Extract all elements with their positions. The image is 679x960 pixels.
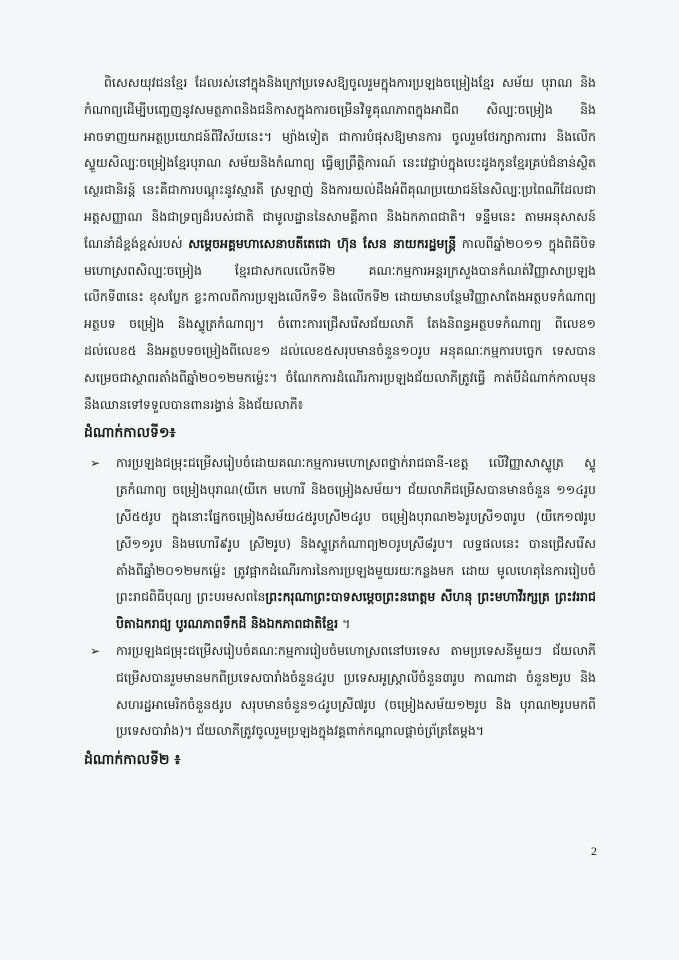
body-paragraph [84,70,596,418]
bullet-item [84,638,596,745]
bullet-text: ការប្រឡងជម្រុះជម្រើសរៀបចំគណៈកម្មការរៀបចំមហោស្រពនៅបរទេស តាមប្រទេសនីមួយៗ ជ័យលាភីជម្រើសបានរួមមានមកពីប្រទេសបារាំងចំនួន៤រូប ប្រទេសអូស្ត្រាលីចំនួន៣រូប កាណាដា ចំនួន២រូប និងសហរដ្ឋអាមេរិកចំនួន៥រូប សរុបមានចំនួន១៤រូបស្រី៧រូប (ចម្រៀងសម័យ១២រូប និង បុរាណ២រូបមកពីប្រទេសបារាំង)។ ជ័យលាភីត្រូវចូលរួមប្រឡងក្នុងវគ្គពាក់កណ្ដាលផ្ដាច់ព្រ័ត្រតែម្ដង។ [116,642,596,739]
emphasized-royal-title: ព្រះករុណាព្រះបាទសម្ដេចព្រះនរោត្តម សីហនុ ព្រះមហាវីរក្សត្រ ព្រះវររាជបិតាឯករាជ្យ បូរណភាពទឹកដី និងឯកភាពជាតិខ្មែរ [116,589,596,632]
bullet-text-end: ។ [338,616,351,632]
bullet-paragraph [116,450,596,638]
bullet-text: ការប្រឡងជម្រុះជម្រើសរៀបចំដោយគណៈកម្មការមហោស្រពថ្នាក់រាជធានី-ខេត្ត លើវិញ្ញាសាស្ទូត្រ ស្ទូត្រកំណាព្យ ចម្រៀងបុរាណ(យីកេ មហោរី និងចម្រៀងសម័យ។ ជ័យលាភីជម្រើសបានមានចំនួន ១១៤រូបស្រី៥៥រូប ក្នុងនោះផ្នែកចម្រៀងសម័យ៤៥រូបស្រី២៤រូប ចម្រៀងបុរាណ២៦រូបស្រី១៣រូប (យីកេ១៧រូបស្រី១១រូប និងមហោរី៩រូប ស្រី២រូប) និងស្ទូត្រកំណាព្យ២០រូបស្រី៨រូប។ លទ្ធផលនេះ បានជ្រើសរើសតាំងពីឆ្នាំ២០១២មកម្ល៉េះ ត្រូវផ្អាកដំណើរការនៃការប្រឡងមួយរយៈកន្លងមក ដោយ មូលហេតុនៃការរៀបចំព្រះរាជពិធីបុណ្យ ព្រះបរមសពនៃ [116,455,596,605]
section-heading-stage-1: ដំណាក់កាលទី១៖ [84,425,176,442]
page-content [84,70,596,777]
arrow-bullet-icon: ➢ [90,456,101,471]
bullet-paragraph [116,638,596,745]
paragraph-text-continued: កាលពីឆ្នាំ២០១១ ក្នុងពិធីបិទមហោស្រពសិល្បៈចម្រៀង ខ្មែរជាសកលលើកទី២ គណៈកម្មការអន្តរក្រសួងបានកំណត់វិញ្ញាសាប្រឡងលើកទី៣នេះ ខុសប្លែក ខ្លះកាលពីការប្រឡងលើកទី១ និងលើកទី២ ដោយមានបន្ថែមវិញ្ញាសាតែងអត្ថបទកំណាព្យ អត្ថបទ ចម្រៀង និងស្ទូត្រកំណាព្យ។ ចំពោះការជ្រើសរើសជ័យលាភី តែងនិពន្ធអត្ថបទកំណាព្យ ពីលេខ១ ដល់លេខ៥ និងអត្ថបទចម្រៀងពីលេខ១ ដល់លេខ៥សរុបមានចំនួន១០រូប អនុគណៈកម្មការបច្ចេក ទេសបានសម្រេចជាស្ថាពរតាំងពីឆ្នាំ២០១២មកម្ល៉េះ។ ចំណែកការដំណើរការប្រឡងជ័យលាភីត្រូវធ្វើ កាត់បីដំណាក់កាលមុននឹងឈានទៅទទួលបានពានរង្វាន់ និងជ័យលាភី៖ [84,235,596,412]
paragraph-text: ពិសេសយុវជនខ្មែរ ដែលរស់នៅក្នុងនិងក្រៅប្រទេសឱ្យចូលរួមក្នុងការប្រឡងចម្រៀងខ្មែរ សម័យ បុរាណ និងកំណាព្យដើម្បីបញ្ចេញនូវសមត្ថភាពនិងជនិកាសក្នុងការចម្រើនវិទូគុណភាពក្នុងអាជីព សិល្បៈចម្រៀង និងអាចទាញយកអត្ថប្រយោជន៍ពីវិស័យនេះ។ ម្យ៉ាងទៀត ជាការបំផុសឱ្យមានការ ចូលរួមថែរក្សាការពារ និងលើកស្ទួយសិល្បៈចម្រៀងខ្មែរបុរាណ សម័យនិងកំណាព្យ ធ្វើឲ្យព្រឹត្តិការណ៍ នេះវេជ្ជាប់ក្នុងបេះដូងកូនខ្មែរគ្រប់ជំនាន់ស្ថិតស្ថេរជានិរន្ត៍ នេះគឺជាការបណ្ដុះនូវស្មារតី ស្រឡាញ់ និងការយល់ដឹងអំពីគុណប្រយោជន៍នៃសិល្បៈប្រពៃណីដែលជាអត្តសញ្ញាណ និងជាទ្រព្យដ៏របស់ជាតិ ជាមូលដ្ឋាននៃសាមគ្គីភាព និងឯកភាពជាតិ។ ទន្ទឹមនេះ តាមអនុសាសន៍ណែនាំដ៏ខ្ពង់ខ្ពស់របស់ [84,75,596,251]
emphasized-title: សម្ដេចអគ្គមហាសេនាបតីតេជោ ហ៊ុន សែន នាយករដ្ឋមន្ត្រី [188,235,457,251]
page-number: 2 [591,844,597,858]
section-heading-stage-2: ដំណាក់កាលទី២ ៖ [84,752,181,769]
bullet-item [84,450,596,638]
arrow-bullet-icon: ➢ [90,643,101,658]
